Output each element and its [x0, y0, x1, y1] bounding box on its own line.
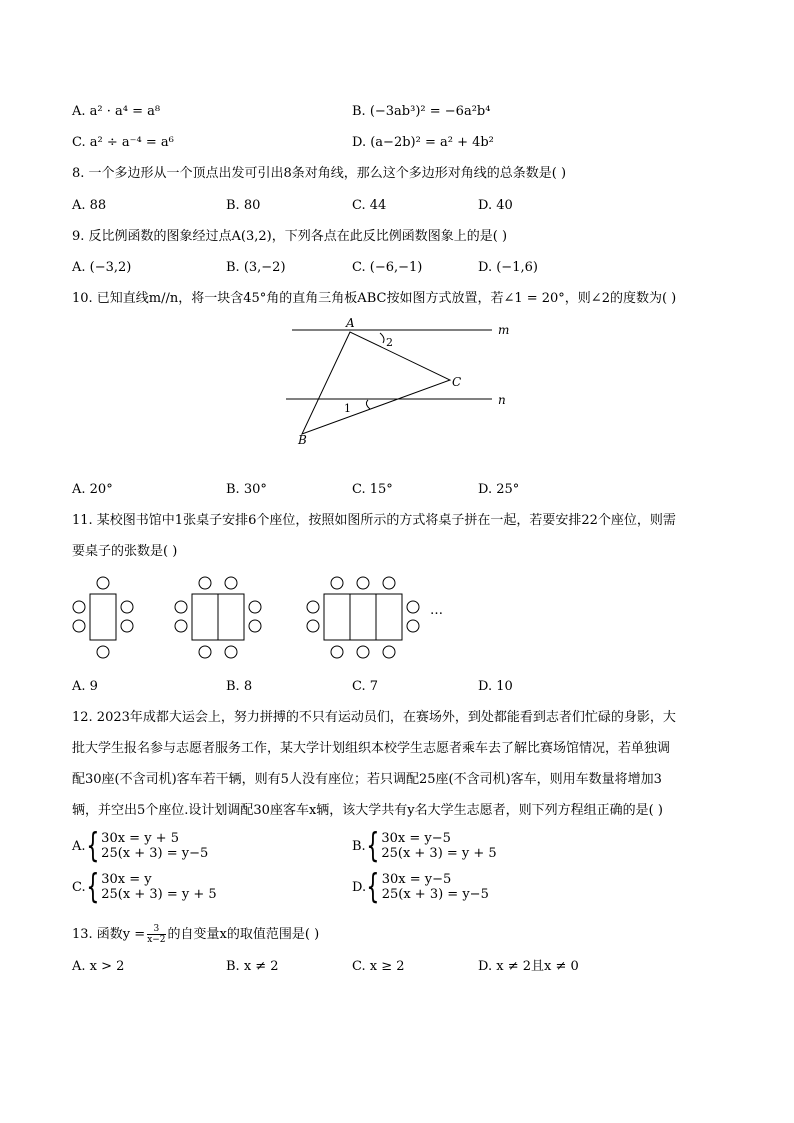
q11-option-b: B. 8	[226, 679, 253, 694]
brace: {	[85, 867, 99, 907]
q12-stem-line2: 批大学生报名参与志愿者服务工作，某大学计划组织本校学生志愿者乘车去了解比赛场馆情况，若单独调	[72, 741, 671, 756]
fraction	[147, 924, 165, 945]
q8-option-d: D. 40	[478, 198, 513, 213]
q7-option-c: C. a² ÷ a⁻⁴ = a⁶	[72, 135, 174, 150]
q13-option-a: A. x > 2	[72, 959, 125, 974]
label-a: A	[346, 316, 355, 330]
q8-option-c: C. 44	[352, 198, 387, 213]
q10-option-b: B. 30°	[226, 482, 267, 497]
q13-option-b: B. x ≠ 2	[226, 959, 279, 974]
q9-stem: 9. 反比例函数的图象经过点A(3,2)，下列各点在此反比例函数图象上的是( )	[72, 229, 508, 244]
brace: {	[366, 826, 379, 866]
q8-option-a: A. 88	[72, 198, 107, 213]
label-m: m	[498, 323, 510, 337]
label-angle-1: 1	[344, 402, 351, 415]
fraction-numerator: 3	[153, 924, 160, 934]
q13-option-c: C. x ≥ 2	[352, 959, 405, 974]
q10-stem: 10. 已知直线m//n，将一块含45°角的直角三角板ABC按如图方式放置，若∠1 = 20°，则∠2的度数为( )	[72, 291, 677, 306]
q10-option-c: C. 15°	[352, 482, 393, 497]
option-label: D.	[352, 879, 367, 895]
q7-option-a: A. a² · a⁴ = a⁸	[72, 104, 161, 119]
brace: {	[85, 826, 99, 866]
angle-2-arc	[380, 333, 384, 343]
q13-stem-post: 的自变量x的取值范围是( )	[167, 926, 320, 942]
table-group-1	[73, 577, 133, 658]
q13-stem	[72, 924, 319, 945]
q12-option-c	[72, 867, 217, 907]
q8-option-b: B. 80	[226, 198, 261, 213]
q11-option-c: C. 7	[352, 679, 379, 694]
q9-option-a: A. (−3,2)	[72, 260, 132, 275]
option-label: A.	[72, 838, 86, 854]
q9-option-c: C. (−6,−1)	[352, 260, 423, 275]
q12-stem-line4: 辆，并空出5个座位.设计划调配30座客车x辆，该大学共有y名大学生志愿者，则下列方程组正确的是( )	[72, 803, 663, 818]
equation: 25(x + 3) = y + 5	[101, 887, 217, 902]
label-angle-2: 2	[386, 336, 393, 349]
triangle-abc	[302, 332, 450, 434]
angle-1-arc	[366, 400, 370, 409]
q11-figure	[66, 570, 466, 662]
label-b: B	[298, 433, 307, 447]
fraction-denominator: x−2	[147, 935, 166, 945]
equation: 25(x + 3) = y + 5	[381, 846, 497, 861]
q12-stem-line3: 配30座(不含司机)客车若干辆，则有5人没有座位；若只调配25座(不含司机)客车，则用车数量将增加3	[72, 772, 662, 787]
equation: 30x = y	[101, 872, 152, 887]
q12-option-b	[352, 826, 497, 866]
label-c: C	[452, 375, 462, 389]
q9-option-d: D. (−1,6)	[478, 260, 538, 275]
q11-option-d: D. 10	[478, 679, 513, 694]
ellipsis: …	[430, 603, 443, 618]
equation: 25(x + 3) = y−5	[381, 887, 489, 902]
q7-option-d: D. (a−2b)² = a² + 4b²	[352, 135, 494, 150]
q7-option-b: B. (−3ab³)² = −6a²b⁴	[352, 104, 491, 119]
q12-option-d	[352, 867, 489, 907]
q12-option-a	[72, 826, 209, 866]
brace: {	[366, 867, 380, 907]
q10-figure	[280, 312, 520, 452]
table-group-3	[307, 577, 419, 658]
table-group-2	[175, 577, 261, 658]
equation: 30x = y−5	[381, 872, 452, 887]
q11-stem-line2: 要桌子的张数是( )	[72, 544, 178, 559]
option-label: C.	[72, 879, 86, 895]
equation: 30x = y−5	[381, 831, 451, 846]
equation: 30x = y + 5	[101, 831, 179, 846]
q12-stem-line1: 12. 2023年成都大运会上，努力拼搏的不只有运动员们，在赛场外，到处都能看到志者们忙碌的身影，大	[72, 710, 676, 725]
equation: 25(x + 3) = y−5	[101, 846, 209, 861]
q11-option-a: A. 9	[72, 679, 98, 694]
option-label: B.	[352, 838, 366, 854]
q9-option-b: B. (3,−2)	[226, 260, 286, 275]
q10-option-d: D. 25°	[478, 482, 520, 497]
q10-option-a: A. 20°	[72, 482, 113, 497]
q8-stem: 8. 一个多边形从一个顶点出发可引出8条对角线，那么这个多边形对角线的总条数是( )	[72, 166, 567, 181]
q11-stem-line1: 11. 某校图书馆中1张桌子安排6个座位，按照如图所示的方式将桌子拼在一起，若要安排22个座位，则需	[72, 513, 676, 528]
label-n: n	[498, 393, 506, 407]
q13-stem-pre: 13. 函数y =	[72, 926, 146, 942]
q13-option-d: D. x ≠ 2且x ≠ 0	[478, 959, 579, 974]
